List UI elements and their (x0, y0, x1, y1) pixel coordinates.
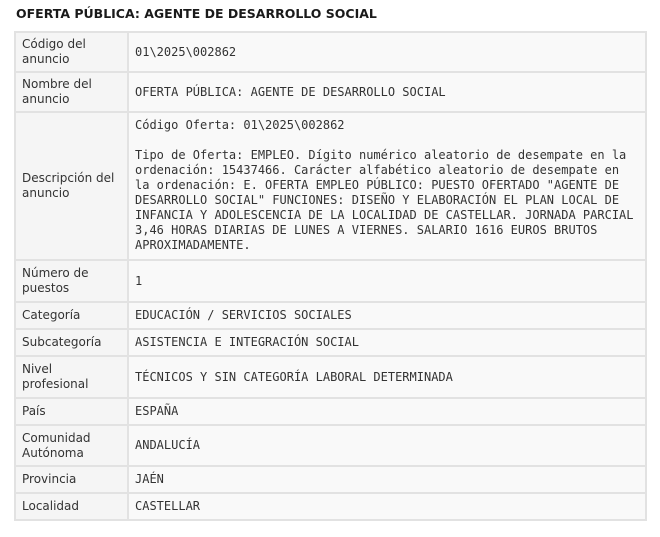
label-descripcion: Descripción del anuncio (15, 112, 128, 260)
label-subcategoria: Subcategoría (15, 329, 128, 356)
value-comunidad: ANDALUCÍA (128, 425, 646, 466)
value-nivel: TÉCNICOS Y SIN CATEGORÍA LABORAL DETERMINADA (128, 356, 646, 398)
row-provincia (15, 466, 646, 493)
label-nombre: Nombre del anuncio (15, 72, 128, 112)
value-categoria: EDUCACIÓN / SERVICIOS SOCIALES (128, 302, 646, 329)
row-nombre (15, 72, 646, 112)
row-comunidad (15, 425, 646, 466)
label-provincia: Provincia (15, 466, 128, 493)
value-codigo: 01\2025\002862 (128, 32, 646, 72)
row-codigo (15, 32, 646, 72)
value-pais: ESPAÑA (128, 398, 646, 425)
row-puestos (15, 260, 646, 302)
label-pais: País (15, 398, 128, 425)
row-pais (15, 398, 646, 425)
row-nivel (15, 356, 646, 398)
description-code-line: Código Oferta: 01\2025\002862 (135, 118, 345, 132)
row-subcategoria (15, 329, 646, 356)
label-puestos: Número de puestos (15, 260, 128, 302)
row-descripcion (15, 112, 646, 260)
row-localidad (15, 493, 646, 520)
offer-details-table (14, 31, 647, 521)
value-localidad: CASTELLAR (128, 493, 646, 520)
page-title: OFERTA PÚBLICA: AGENTE DE DESARROLLO SOCIAL (16, 6, 377, 21)
value-puestos: 1 (128, 260, 646, 302)
value-nombre: OFERTA PÚBLICA: AGENTE DE DESARROLLO SOCIAL (128, 72, 646, 112)
row-categoria (15, 302, 646, 329)
value-descripcion (128, 112, 646, 260)
label-comunidad: Comunidad Autónoma (15, 425, 128, 466)
value-provincia: JAÉN (128, 466, 646, 493)
label-categoria: Categoría (15, 302, 128, 329)
description-body: Tipo de Oferta: EMPLEO. Dígito numérico aleatorio de desempate en la ordenación: 15437466. Carácter alfabético aleatorio de desempate en la ordenación: E. OFERTA EMPLEO PÚBLICO: PUESTO OFERTADO "AGENTE DE DESARROLLO SOCIAL" FUNCIONES: DISEÑO Y ELABORACIÓN EL PLAN LOCAL DE INFANCIA Y ADOLESCENCIA DE LA LOCALIDAD DE CASTELLAR. JORNADA PARCIAL 3,46 HORAS DIARIAS DE LUNES A VIERNES. SALARIO 1616 EUROS BRUTOS APROXIMADAMENTE. (135, 148, 634, 252)
label-localidad: Localidad (15, 493, 128, 520)
value-subcategoria: ASISTENCIA E INTEGRACIÓN SOCIAL (128, 329, 646, 356)
label-nivel: Nivel profesional (15, 356, 128, 398)
label-codigo: Código del anuncio (15, 32, 128, 72)
